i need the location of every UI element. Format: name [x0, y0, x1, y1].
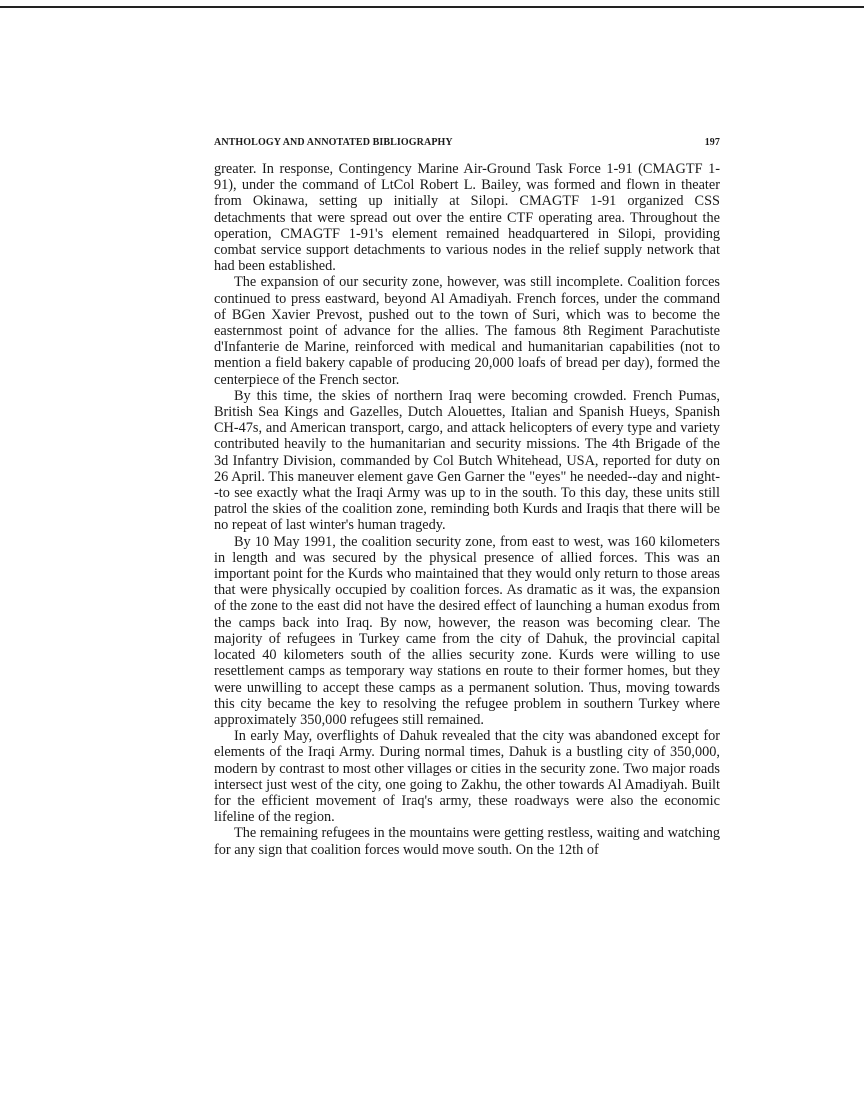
body-text [214, 161, 720, 858]
running-title: ANTHOLOGY AND ANNOTATED BIBLIOGRAPHY [214, 137, 453, 148]
page-number: 197 [704, 137, 720, 148]
paragraph: The expansion of our security zone, however, was still incomplete. Coalition forces continued to press eastward, beyond Al Amadiyah. French forces, under the command of BGen Xavier Prevost, pushed out to the town of Suri, which was to become the easternmost point of advance for the allies. The famous 8th Regiment Parachutiste d'Infanterie de Marine, reinforced with medical and humanitarian capabilities (not to mention a field bakery capable of producing 20,000 loafs of bread per day), formed the centerpiece of the French sector. [214, 274, 720, 388]
running-head [214, 137, 720, 148]
paragraph: The remaining refugees in the mountains were getting restless, waiting and watching for any sign that coalition forces would move south. On the 12th of [214, 825, 720, 858]
paragraph: greater. In response, Contingency Marine Air-Ground Task Force 1-91 (CMAGTF 1-91), under the command of LtCol Robert L. Bailey, was formed and flown in theater from Okinawa, setting up initially at Silopi. CMAGTF 1-91 organized CSS detachments that were spread out over the entire CTF operating area. Throughout the operation, CMAGTF 1-91's element remained headquartered in Silopi, providing combat service support detachments to various nodes in the relief supply network that had been established. [214, 161, 720, 275]
page-content [214, 137, 720, 858]
paragraph: By this time, the skies of northern Iraq were becoming crowded. French Pumas, British Sea Kings and Gazelles, Dutch Alouettes, Italian and Spanish Hueys, Spanish CH-47s, and American transport, cargo, and attack helicopters of every type and variety contributed heavily to the humanitarian and security missions. The 4th Brigade of the 3d Infantry Division, commanded by Col Butch Whitehead, USA, reported for duty on 26 April. This maneuver element gave Gen Garner the "eyes" he needed--day and night--to see exactly what the Iraqi Army was up to in the south. To this day, these units still patrol the skies of the coalition zone, reminding both Kurds and Iraqis that there will be no repeat of last winter's human tragedy. [214, 387, 720, 534]
paragraph: By 10 May 1991, the coalition security zone, from east to west, was 160 kilometers in length and was secured by the physical presence of allied forces. This was an important point for the Kurds who maintained that they would only return to those areas that were physically occupied by coalition forces. As dramatic as it was, the expansion of the zone to the east did not have the desired effect of launching a human exodus from the camps back into Iraq. By now, however, the reason was becoming clear. The majority of refugees in Turkey came from the city of Dahuk, the provincial capital located 40 kilometers south of the allies security zone. Kurds were willing to use resettlement camps as temporary way stations en route to their former homes, but they were unwilling to accept these camps as a permanent solution. Thus, moving towards this city became the key to resolving the refugee problem in southern Turkey where approximately 350,000 refugees still remained. [214, 533, 720, 728]
paragraph: In early May, overflights of Dahuk revealed that the city was abandoned except for elements of the Iraqi Army. During normal times, Dahuk is a bustling city of 350,000, modern by contrast to most other villages or cities in the security zone. Two major roads intersect just west of the city, one going to Zakhu, the other towards Al Amadiyah. Built for the efficient movement of Iraq's army, these roadways were also the economic lifeline of the region. [214, 728, 720, 826]
top-rule [0, 6, 864, 8]
